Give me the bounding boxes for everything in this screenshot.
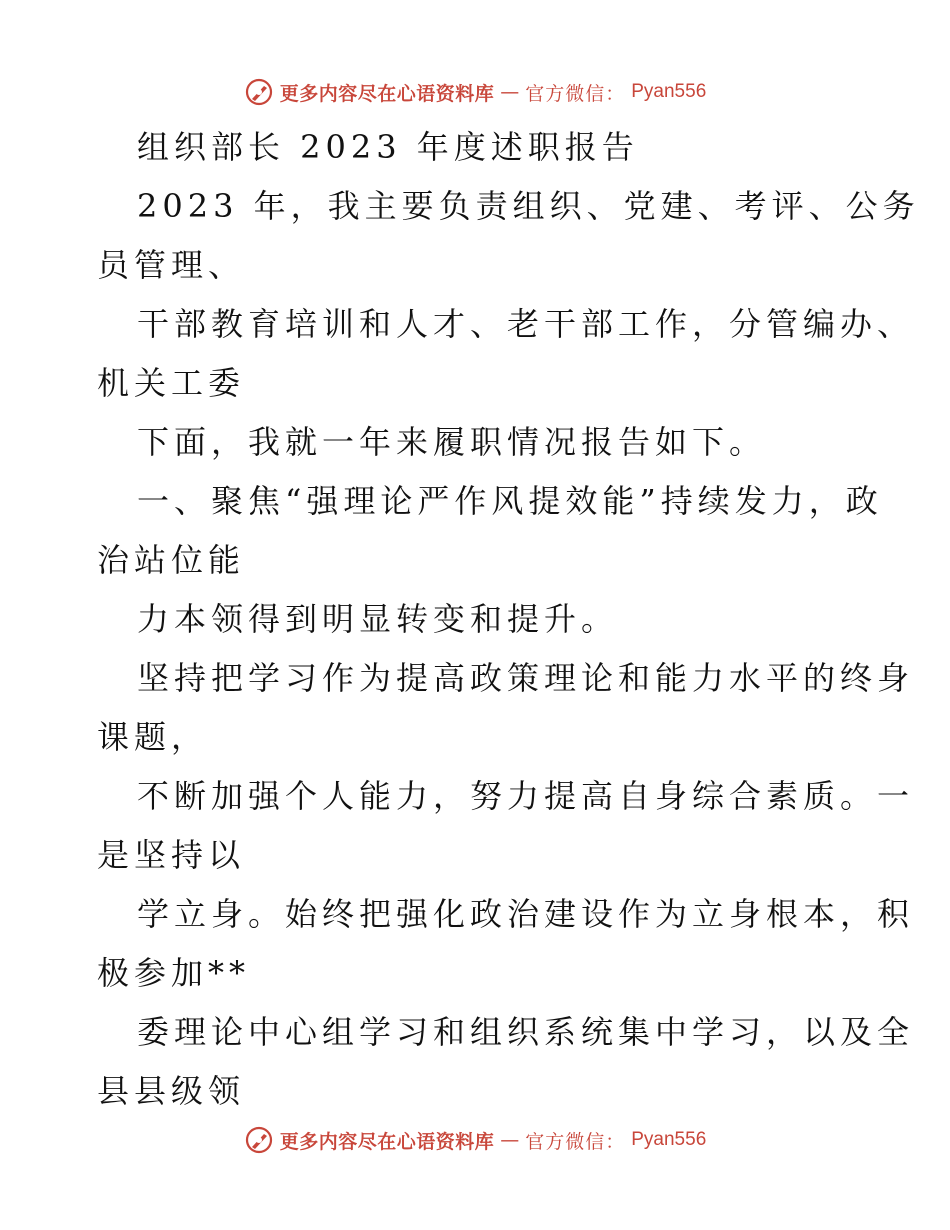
document-line: 员管理、 (97, 246, 246, 284)
watermark-footer (0, 1120, 950, 1160)
document-title: 组织部长 2023 年度述职报告 (137, 128, 639, 166)
document-line: 力本领得到明显转变和提升。 (137, 600, 619, 638)
watermark-wechat-id: Pyan556 (631, 81, 707, 102)
document-line: 委理论中心组学习和组织系统集中学习，以及全 (137, 1013, 915, 1051)
watermark-official-label: 官方微信： (525, 1130, 626, 1153)
document-line: 是坚持以 (97, 836, 246, 874)
watermark-wechat-id: Pyan556 (631, 1129, 707, 1150)
document-line: 下面，我就一年来履职情况报告如下。 (137, 423, 767, 461)
document-line: 课题， (97, 718, 209, 756)
quill-logo-icon (244, 1125, 274, 1155)
document-body (97, 118, 920, 1121)
watermark-separator: — (500, 1129, 520, 1151)
document-line: 极参加** (97, 954, 251, 992)
document-line: 干部教育培训和人才、老干部工作，分管编办、 (137, 305, 915, 343)
watermark-separator: — (500, 81, 520, 103)
document-line: 县县级领 (97, 1072, 246, 1110)
document-line: 治站位能 (97, 541, 246, 579)
watermark-official-label: 官方微信： (525, 82, 626, 105)
watermark-brand: 更多内容尽在心语资料库 (279, 82, 495, 105)
watermark-header (0, 72, 950, 112)
document-line: 学立身。始终把强化政治建设作为立身根本，积 (137, 895, 915, 933)
watermark-brand: 更多内容尽在心语资料库 (279, 1130, 495, 1153)
quill-logo-icon (244, 77, 274, 107)
document-line: 坚持把学习作为提高政策理论和能力水平的终身 (137, 659, 915, 697)
document-line: 机关工委 (97, 364, 246, 402)
document-line: 一、聚焦“强理论严作风提效能”持续发力，政 (137, 482, 883, 520)
document-line: 不断加强个人能力，努力提高自身综合素质。一 (137, 777, 915, 815)
document-line: 2023 年，我主要负责组织、党建、考评、公务 (137, 187, 920, 225)
